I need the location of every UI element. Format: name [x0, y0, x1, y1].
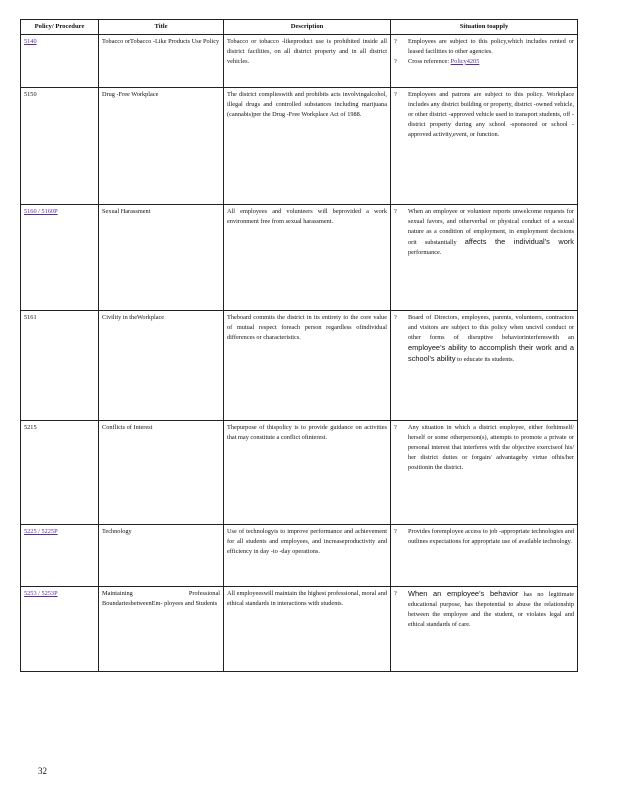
policy-table [20, 19, 578, 672]
table-header-row [21, 20, 578, 35]
situation-bullet: ? Provides foremployee access to job -appropriate technologies and outlines expectations for appropriate use of available technology. [394, 527, 574, 545]
policy-link[interactable]: 5253 / 5253P [24, 589, 58, 597]
policy-number: 5150 [21, 87, 99, 204]
situation-cell [391, 586, 578, 671]
header-description: Description [224, 20, 391, 35]
situation-bullet: ? Board of Directors, employees, parents, volunteers, contractors and visitors are subject to this policy when uncivil conduct or other forms of disruptive behaviorinterfereswith an employee’s ability to accomplish their work and a school’s ability to educate its students. [394, 313, 574, 363]
policy-link[interactable]: 5225 / 5225P [24, 527, 58, 535]
situation-cell [391, 87, 578, 204]
policy-title: Civility in theWorkplace [99, 310, 224, 420]
situation-cell [391, 524, 578, 586]
policy-title: Sexual Harassment [99, 204, 224, 310]
page-number: 32 [38, 766, 47, 776]
table-row [21, 204, 578, 310]
policy-title: Maintaining Professional BoundariesbetweenEm- ployees and Students [99, 586, 224, 671]
situation-bullet: ? When an employee’s behavior has no legitimate educational purpose, has thepotential to abuse the relationship between the employee and the student, or violates legal and ethical standards of care. [394, 588, 574, 628]
header-situation: Situation toapply [391, 20, 578, 35]
situation-bullet: ? Employees and patrons are subject to this policy. Workplace includes any district building or property, district -owned vehicle, or other district -approved vehicle used to transport students, off - district property during any school -sponsored or school - approved activity,event, or function. [394, 90, 574, 138]
cross-reference-link[interactable]: Policy4205 [450, 57, 480, 65]
situation-bullet: ? Employees are subject to this policy,which includes rented or leased facilities to other agencies. [394, 37, 574, 55]
situation-bullet: ? Cross reference: Policy4205 [394, 57, 480, 65]
policy-link[interactable]: 5160 / 5160P [24, 207, 58, 215]
policy-description: All employees and volunteers will beprovided a work environment free from sexual harassment. [224, 204, 391, 310]
policy-description: The district complieswith and prohibits acts involvingalcohol, illegal drugs and controlled substances including marijuana (cannabis)per the Drug -Free Workplace Act of 1988. [224, 87, 391, 204]
table-row [21, 420, 578, 524]
situation-bullet: ? When an employee or volunteer reports unwelcome requests for sexual favors, and otherverbal or physical conduct of a sexual nature as a condition of employment, in employment decisions orit substantially affects the individual’s work performance. [394, 207, 574, 256]
policy-title: Tobacco orTobacco -Like Products Use Policy [99, 34, 224, 87]
policy-number: 5215 [21, 420, 99, 524]
situation-cell [391, 204, 578, 310]
table-row [21, 586, 578, 671]
situation-bullet: ? Any situation in which a district employee, either forhimself/ herself or some otherperson(s), attempts to promote a private or personal interest that interferes with the objective exerciseof his/ her district duties or forgain/ advantageby virtue ofhis/her positionin the district. [394, 423, 574, 471]
table-row [21, 87, 578, 204]
table-row [21, 34, 578, 87]
policy-title: Technology [99, 524, 224, 586]
policy-description: Use of technologyis to improve performance and achievement for all students and employees, and increaseproductivity and efficiency in day -to -day operations. [224, 524, 391, 586]
policy-description: Theboard commits the district in its entirety to the core value of mutual respect foreach person regardless ofindividual differences or characteristics. [224, 310, 391, 420]
table-row [21, 524, 578, 586]
policy-title: Conflicts of Interest [99, 420, 224, 524]
policy-title: Drug -Free Workplace [99, 87, 224, 204]
policy-number: 5161 [21, 310, 99, 420]
policy-description: Thepurpose of thispolicy is to provide guidance on activities that may constitute a conflict ofinterest. [224, 420, 391, 524]
table-row [21, 310, 578, 420]
situation-cell [391, 34, 578, 87]
policy-link[interactable]: 5140 [24, 37, 37, 45]
policy-description: All employeeswill maintain the highest professional, moral and ethical standards in interactions with students. [224, 586, 391, 671]
policy-description: Tobacco or tobacco -likeproduct use is prohibited inside all district facilities, on all district property and in all district vehicles. [224, 34, 391, 87]
header-policy: Policy/ Procedure [21, 20, 99, 35]
situation-cell [391, 310, 578, 420]
situation-cell [391, 420, 578, 524]
header-title: Title [99, 20, 224, 35]
